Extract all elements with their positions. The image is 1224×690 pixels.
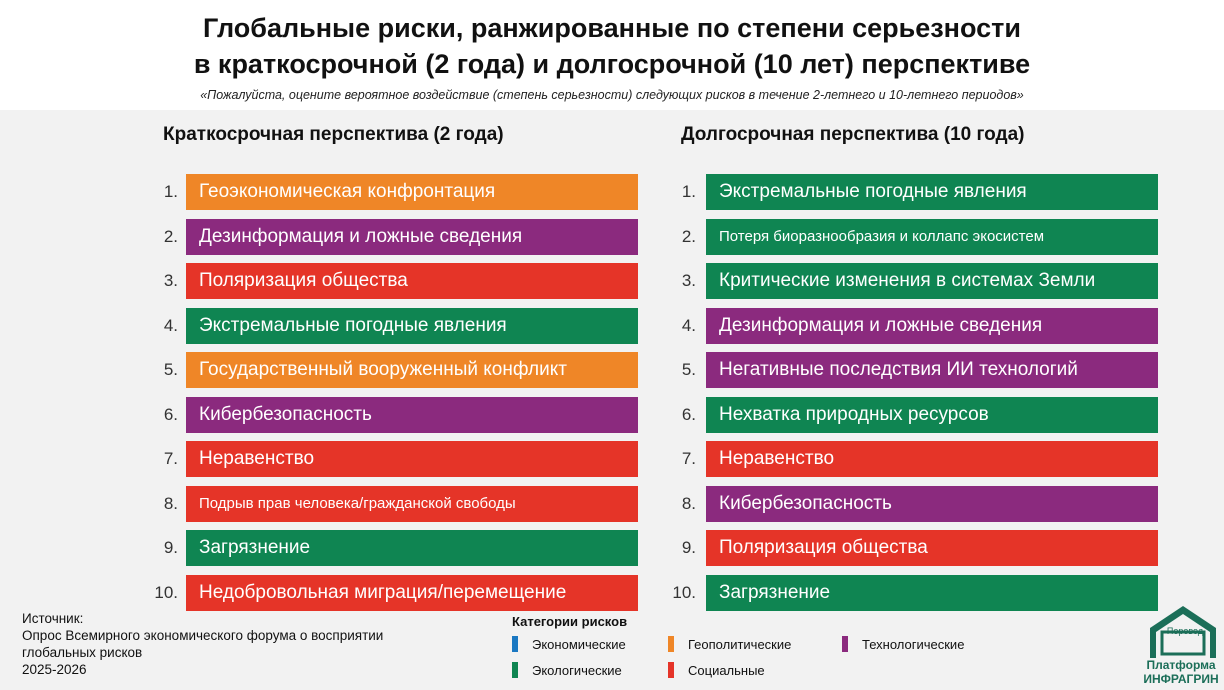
long-term-rank-4: 4. — [681, 316, 696, 335]
legend-label-technological: Технологические — [862, 636, 965, 652]
long-term-risk-bar-9: Поляризация общества — [706, 530, 1158, 566]
short-term-risk-bar-3: Поляризация общества — [186, 263, 638, 299]
long-term-rank-2: 2. — [681, 227, 696, 246]
long-term-risk-bar-1: Экстремальные погодные явления — [706, 174, 1158, 210]
logo-line-2: ИНФРАГРИН — [1143, 672, 1219, 686]
legend-title: Категории рисков — [512, 614, 628, 629]
title-line-2: в краткосрочной (2 года) и долгосрочной (10 лет) перспективе — [193, 49, 1031, 79]
short-term-rank-9: 9. — [163, 538, 178, 557]
short-term-rank-8: 8. — [163, 494, 178, 513]
legend-swatch-environmental — [512, 662, 518, 678]
source-block — [22, 610, 383, 678]
short-term-risk-bar-7: Неравенство — [186, 441, 638, 477]
long-term-risk-bar-4: Дезинформация и ложные сведения — [706, 308, 1158, 344]
legend-label-societal: Социальные — [688, 662, 765, 678]
legend-label-geopolitical: Геополитические — [688, 636, 792, 652]
long-term-rank-3: 3. — [681, 271, 696, 290]
short-term-risk-bar-9: Загрязнение — [186, 530, 638, 566]
short-term-risk-bar-2: Дезинформация и ложные сведения — [186, 219, 638, 255]
long-term-risk-bar-3: Критические изменения в системах Земли — [706, 263, 1158, 299]
title-line-1: Глобальные риски, ранжированные по степени серьезности — [203, 13, 1021, 43]
page-title — [0, 10, 1224, 82]
logo-text — [1138, 658, 1224, 686]
long-term-risk-bar-8: Кибербезопасность — [706, 486, 1158, 522]
long-term-risk-bar-10: Загрязнение — [706, 575, 1158, 611]
short-term-risk-bar-6: Кибербезопасность — [186, 397, 638, 433]
long-term-risk-bar-2: Потеря биоразнообразия и коллапс экосистем — [706, 219, 1158, 255]
logo-translation-label: Перевод — [1166, 626, 1204, 636]
long-term-rank-9: 9. — [681, 538, 696, 557]
long-term-risk-bar-5: Негативные последствия ИИ технологий — [706, 352, 1158, 388]
short-term-risk-bar-4: Экстремальные погодные явления — [186, 308, 638, 344]
short-term-rank-10: 10. — [154, 583, 178, 602]
page-subtitle: «Пожалуйста, оцените вероятное воздействие (степень серьезности) следующих рисков в течение 2-летнего и 10-летнего периодов» — [200, 88, 1024, 102]
legend-item-environmental — [512, 662, 622, 678]
legend-item-technological — [842, 636, 964, 652]
legend-label-environmental: Экологические — [532, 662, 622, 678]
legend-swatch-economic — [512, 636, 518, 652]
logo-line-1: Платформа — [1146, 658, 1216, 672]
legend-item-societal — [668, 662, 765, 678]
source-label: Источник: — [22, 611, 84, 626]
short-term-risk-bar-8: Подрыв прав человека/гражданской свободы — [186, 486, 638, 522]
long-term-risk-bar-6: Нехватка природных ресурсов — [706, 397, 1158, 433]
short-term-rank-6: 6. — [163, 405, 178, 424]
legend-swatch-geopolitical — [668, 636, 674, 652]
legend-item-geopolitical — [668, 636, 791, 652]
long-term-rank-6: 6. — [681, 405, 696, 424]
legend-item-economic — [512, 636, 626, 652]
short-term-rank-4: 4. — [163, 316, 178, 335]
long-term-rank-10: 10. — [672, 583, 696, 602]
short-term-rank-2: 2. — [163, 227, 178, 246]
source-line-2: глобальных рисков — [22, 645, 143, 660]
long-term-title: Долгосрочная перспектива (10 года) — [681, 124, 1025, 145]
long-term-rank-7: 7. — [681, 449, 696, 468]
short-term-rank-3: 3. — [163, 271, 178, 290]
short-term-rank-5: 5. — [163, 360, 178, 379]
source-line-3: 2025-2026 — [22, 662, 87, 677]
legend-swatch-technological — [842, 636, 848, 652]
short-term-risk-bar-1: Геоэкономическая конфронтация — [186, 174, 638, 210]
long-term-risk-bar-7: Неравенство — [706, 441, 1158, 477]
short-term-title: Краткосрочная перспектива (2 года) — [163, 124, 504, 145]
long-term-rank-5: 5. — [681, 360, 696, 379]
short-term-rank-1: 1. — [163, 182, 178, 201]
legend-swatch-societal — [668, 662, 674, 678]
short-term-risk-bar-5: Государственный вооруженный конфликт — [186, 352, 638, 388]
long-term-rank-8: 8. — [681, 494, 696, 513]
short-term-risk-bar-10: Недобровольная миграция/перемещение — [186, 575, 638, 611]
source-line-1: Опрос Всемирного экономического форума о восприятии — [22, 628, 384, 643]
legend-label-economic: Экономические — [532, 636, 626, 652]
long-term-rank-1: 1. — [681, 182, 696, 201]
short-term-rank-7: 7. — [163, 449, 178, 468]
